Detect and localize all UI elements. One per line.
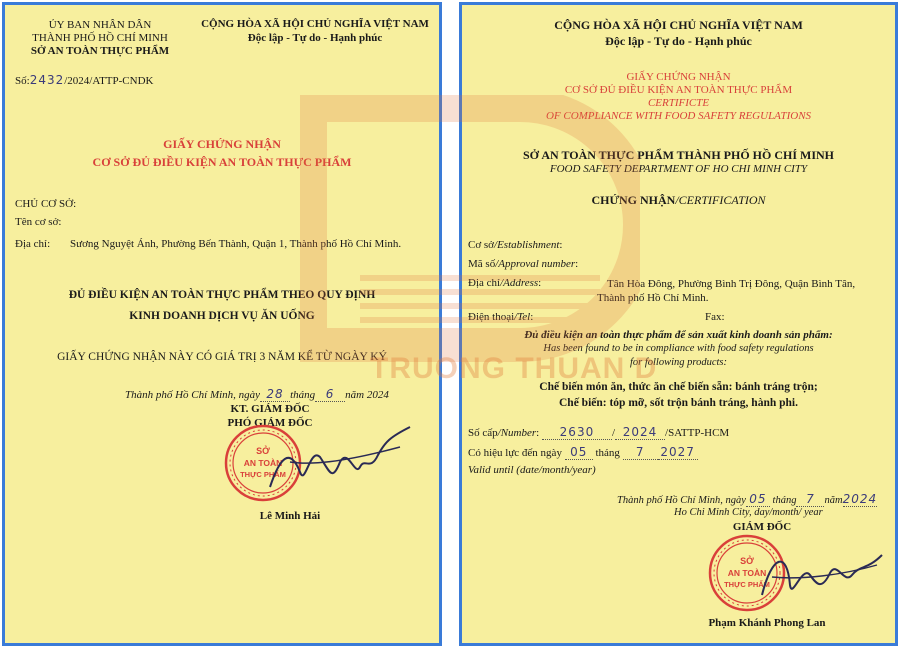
address-line: Tân Hòa Đông, Phường Bình Trị Đông, Quận Bình Tân,	[607, 278, 856, 290]
date-prefix: Thành phố Hồ Chí Minh, ngày	[617, 495, 746, 506]
valid-month: 7	[623, 445, 658, 460]
product-item: Chế biến: tóp mỡ, sốt trộn bánh tráng, hành phi.	[559, 397, 798, 409]
title-line: CƠ SỞ ĐỦ ĐIỀU KIỆN AN TOÀN THỰC PHẨM	[92, 155, 352, 169]
national-header	[462, 17, 895, 49]
address-vn: Địa chỉ	[468, 277, 501, 289]
document-number	[15, 73, 153, 87]
issuer-line: SỞ AN TOÀN THỰC PHẨM	[30, 45, 170, 57]
issuer-line: THÀNH PHỐ HỒ CHÍ MINH	[32, 32, 168, 44]
issue-date	[125, 387, 389, 402]
date-year-label: năm	[824, 495, 843, 506]
issuer-line: ỦY BAN NHÂN DÂN	[48, 19, 152, 31]
address-value: Sương Nguyệt Ánh, Phường Bến Thành, Quận 1, Thành phố Hồ Chí Minh.	[70, 238, 402, 250]
product-item: Chế biến món ăn, thức ăn chế biến sẵn: bánh tráng trộn;	[539, 381, 818, 393]
date-month: 6	[315, 387, 345, 402]
signer-name: Lê Minh Hải	[259, 510, 321, 522]
department-block	[462, 148, 895, 176]
number-prefix: Số:	[15, 75, 30, 87]
valid-day: 05	[565, 445, 593, 460]
title-line: GIẤY CHỨNG NHẬN	[163, 137, 281, 151]
establishment-label: Cơ sở/Establishment:	[468, 239, 563, 251]
date-year: 2024	[842, 492, 878, 506]
signature-icon	[752, 535, 892, 615]
date-day: 28	[260, 387, 290, 402]
date-prefix: Thành phố Hồ Chí Minh, ngày	[125, 389, 261, 401]
sign-title-line: KT. GIÁM ĐỐC	[230, 403, 310, 415]
stamp-text: THỰC PHẨM	[240, 470, 286, 479]
certificate-title	[462, 71, 895, 123]
qualification-block	[5, 285, 439, 327]
signer-name: Phạm Khánh Phong Lan	[708, 617, 826, 629]
valid-month-label: tháng	[595, 447, 620, 459]
watermark-text: TRUONG THUAN D	[370, 352, 658, 385]
number-handwritten: 2630	[542, 425, 612, 440]
name-label: Tên cơ sở:	[15, 216, 62, 228]
approval-label: Mã số/Approval number:	[468, 258, 579, 270]
title-line: GIẤY CHỨNG NHẬN	[626, 71, 731, 83]
cert-en: /CERTIFICATION	[675, 193, 766, 207]
tel-vn: Điện thoại	[468, 311, 515, 323]
stamp-text: AN TOÀN	[243, 458, 283, 468]
number-year: /2024	[64, 75, 90, 87]
stamp-text: SỞ	[740, 556, 754, 566]
national-title: CỘNG HÒA XÃ HỘI CHỦ NGHĨA VIỆT NAM	[201, 18, 429, 30]
number-handwritten: 2432	[29, 73, 65, 87]
certificate-left	[2, 2, 442, 646]
sign-title-line: PHÓ GIÁM ĐỐC	[227, 417, 313, 429]
address-en: /Address	[500, 277, 539, 289]
issuer-block	[15, 19, 185, 58]
national-title: CỘNG HÒA XÃ HỘI CHỦ NGHĨA VIỆT NAM	[554, 18, 803, 32]
signature-icon	[260, 417, 420, 507]
establishment-en: /Establishment	[494, 239, 560, 251]
compliance-vn: Đủ điều kiện an toàn thực phẩm để sản xuất kinh doanh sản phẩm:	[524, 329, 833, 341]
title-line: CƠ SỞ ĐỦ ĐIỀU KIỆN AN TOÀN THỰC PHẨM	[564, 84, 793, 96]
address-line: Thành phố Hồ Chí Minh.	[597, 292, 709, 304]
valid-until	[468, 445, 698, 460]
date-month: 7	[796, 492, 824, 507]
certificate-right	[459, 2, 898, 646]
compliance-en: Has been found to be in compliance with food safety regulations	[543, 343, 814, 354]
valid-vn: Có hiệu lực đến ngày	[468, 447, 562, 459]
establishment-vn: Cơ sở	[468, 239, 495, 251]
approval-vn: Mã số	[468, 258, 496, 270]
address-value	[597, 277, 856, 305]
title-line-en: OF COMPLIANCE WITH FOOD SAFETY REGULATIONS	[545, 110, 812, 122]
certificate-number: Số cấp/Number: 2630 / 2024 /SATTP-HCM	[468, 425, 730, 439]
number-year: 2024	[615, 425, 665, 440]
national-header	[190, 17, 440, 45]
approval-en: /Approval number	[495, 258, 576, 270]
validity-statement: GIẤY CHỨNG NHẬN NÀY CÓ GIÁ TRỊ 3 NĂM KỂ TỪ NGÀY KÝ	[57, 351, 387, 363]
address-label: Địa chỉ:	[15, 238, 51, 250]
number-vn: Số cấp	[468, 427, 498, 439]
stamp-text: AN TOÀN	[727, 568, 767, 578]
stamp-text: SỞ	[256, 446, 270, 456]
cert-vn: CHỨNG NHẬN	[591, 193, 676, 207]
date-month-label: tháng	[772, 495, 797, 506]
fax-label: Fax:	[705, 311, 725, 323]
national-motto: Độc lập - Tự do - Hạnh phúc	[247, 32, 383, 44]
valid-year: 2027	[658, 445, 698, 460]
date-month-label: tháng	[290, 389, 316, 401]
date-year: năm 2024	[345, 389, 389, 401]
number-en: /Number	[497, 427, 537, 439]
date-day: 05	[746, 492, 770, 507]
compliance-en: for following products:	[629, 357, 728, 368]
director-title: GIÁM ĐỐC	[732, 521, 792, 533]
national-motto: Độc lập - Tự do - Hạnh phúc	[605, 34, 752, 48]
qualify-line: ĐỦ ĐIỀU KIỆN AN TOÀN THỰC PHẨM THEO QUY ĐỊNH	[68, 289, 376, 301]
owner-label: CHỦ CƠ SỞ:	[15, 198, 77, 210]
dept-en: FOOD SAFETY DEPARTMENT OF HO CHI MINH CITY	[549, 163, 808, 175]
valid-en: Valid until (date/month/year)	[468, 464, 596, 476]
title-line-en: CERTIFICTE	[647, 97, 710, 109]
dept-vn: SỞ AN TOÀN THỰC PHẨM THÀNH PHỐ HỒ CHÍ MINH	[522, 148, 835, 162]
address-label: Địa chỉ/Address:	[468, 277, 542, 289]
number-suffix: /ATTP-CNDK	[89, 75, 154, 87]
tel-label: Điện thoại/Tel:	[468, 311, 534, 323]
number-suffix: /SATTP-HCM	[665, 427, 730, 439]
certificate-title	[5, 135, 439, 171]
tel-en: /Tel	[514, 311, 531, 323]
certification-heading	[462, 193, 895, 208]
stamp-text: THỰC PHẨM	[724, 580, 770, 589]
date-en: Ho Chi Minh City, day/month/ year	[674, 507, 823, 518]
qualify-line: KINH DOANH DỊCH VỤ ĂN UỐNG	[129, 310, 315, 322]
issue-date	[617, 492, 877, 507]
